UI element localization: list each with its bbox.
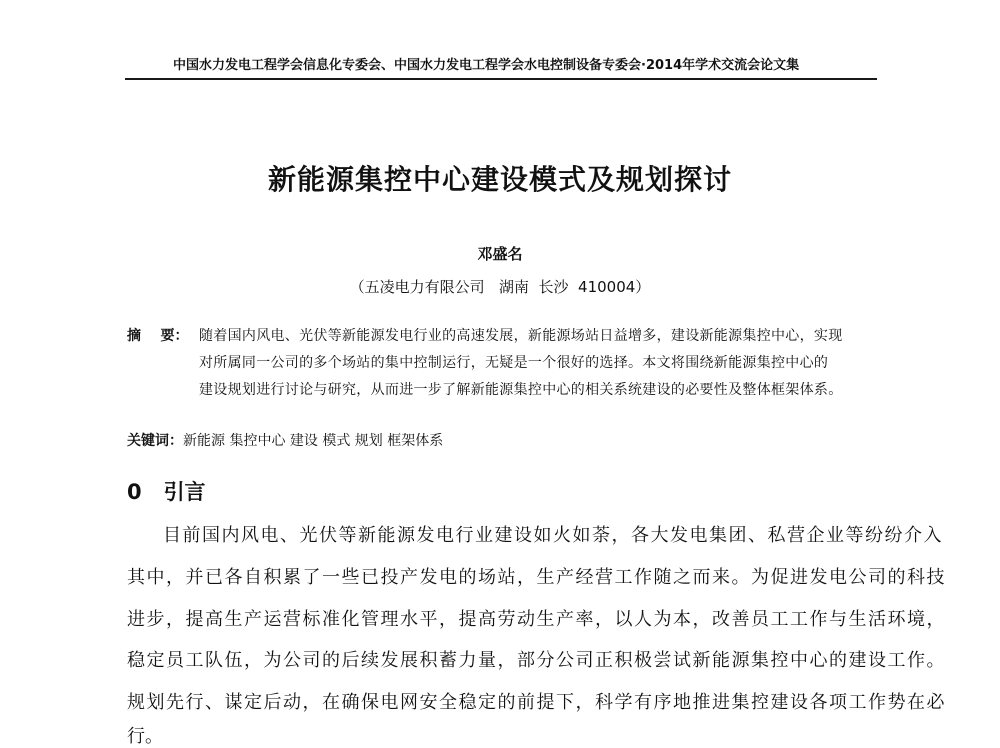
header-rule	[125, 78, 877, 80]
section-title: 引言	[163, 480, 206, 504]
body-line: 稳定员工队伍，为公司的后续发展积蓄力量，部分公司正积极尝试新能源集控中心的建设工作。	[127, 650, 946, 671]
keywords-label: 关键词：	[127, 433, 183, 449]
abstract-line: 对所属同一公司的多个场站的集中控制运行，无疑是一个很好的选择。本文将围绕新能源集控中心的	[199, 355, 829, 371]
paper-title: 新能源集控中心建设模式及规划探讨	[267, 163, 732, 196]
section-number: 0	[127, 480, 142, 504]
body-line: 行。	[127, 726, 163, 747]
abstract-line: 随着国内风电、光伏等新能源发电行业的高速发展，新能源场站日益增多，建设新能源集控中心，实现	[199, 328, 843, 344]
abstract-label: 摘 要：	[127, 328, 189, 344]
abstract-line: 建设规划进行讨论与研究，从而进一步了解新能源集控中心的相关系统建设的必要性及整体框架体系。	[199, 382, 843, 398]
body-line: 进步，提高生产运营标准化管理水平，提高劳动生产率，以人为本，改善员工工作与生活环境，	[127, 609, 946, 630]
running-header: 中国水力发电工程学会信息化专委会、中国水力发电工程学会水电控制设备专委会·2014年学术交流会论文集	[173, 58, 800, 73]
body-line: 目前国内风电、光伏等新能源发电行业建设如火如荼，各大发电集团、私营企业等纷纷介入	[163, 525, 943, 546]
body-line: 其中，并已各自积累了一些已投产发电的场站，生产经营工作随之而来。为促进发电公司的科技	[127, 567, 946, 588]
author-affiliation: （五凌电力有限公司 湖南 长沙 410004）	[349, 278, 651, 296]
keywords-text: 新能源 集控中心 建设 模式 规划 框架体系	[183, 433, 444, 449]
keywords	[127, 430, 443, 450]
body-line: 规划先行、谋定后动，在确保电网安全稳定的前提下，科学有序地推进集控建设各项工作势在必	[127, 692, 946, 713]
author-name: 邓盛名	[477, 245, 523, 263]
section-heading	[127, 476, 206, 506]
